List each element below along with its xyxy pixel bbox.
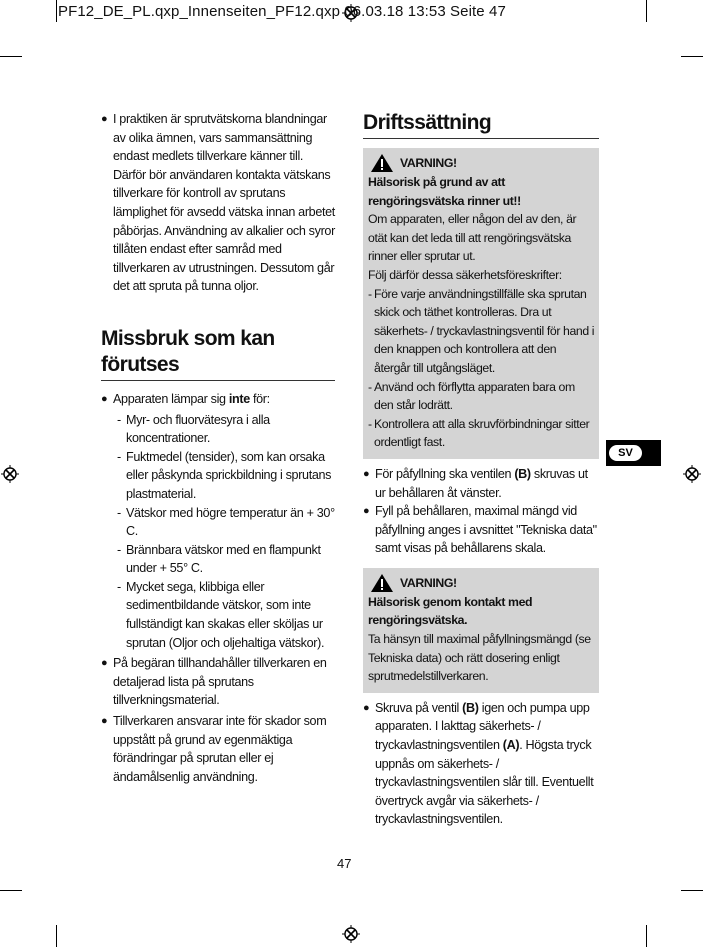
- intro-paragraph: ● I praktiken är sprutvätskorna blandningar av olika ämnen, vars sammansättning endast medlets tillverkare känner till. Därför bör användaren kontakta vätskans tillverkare för kontroll av sprutans lämplighet för avsedd vätska innan arbetet påbörjas. Användning av alkalier och syror tillåten endast efter samråd med tillverkaren av utrustningen. Dessutom går det att spruta på tunna oljor.: [101, 110, 335, 296]
- language-tab-label: SV: [609, 445, 642, 461]
- crop-mark: [681, 890, 703, 891]
- warning-label: VARNING!: [400, 575, 457, 590]
- material-list-bullet: ● På begäran tillhandahåller tillverkaren en detaljerad lista på sprutans tillverkningsmaterial.: [101, 654, 335, 710]
- fill-amount-bullet: ● Fyll på behållaren, maximal mängd vid påfyllning anges i avsnittet "Tekniska data" samt visas på behållarens skala.: [363, 502, 599, 558]
- registration-mark-icon: [683, 465, 701, 483]
- warning-list-item: - Före varje användningstillfälle ska sprutan skick och täthet kontrolleras. Dra ut säkerhets- / tryckavlastningsventil för hand i den knappen och kontrollera att den återgår till utgångsläget.: [368, 285, 595, 378]
- fill-valve-bullet: ● För påfyllning ska ventilen (B) skruvas ut ur behållaren åt vänster.: [363, 465, 599, 502]
- crop-mark: [56, 925, 57, 947]
- unsuitable-list: [117, 411, 335, 653]
- warning-title: Hälsorisk genom kontakt med rengöringsvätska.: [368, 594, 533, 628]
- list-item: - Mycket sega, klibbiga eller sedimentbildande vätskor, som inte fullständigt kan skakas eller sköljas ur sprutan (Oljor och oljehaltiga vätskor).: [117, 578, 335, 652]
- list-item: - Myr- och fluorvätesyra i alla koncentrationer.: [117, 411, 335, 448]
- crop-mark: [681, 56, 703, 57]
- warning-text: Om apparaten, eller någon del av den, är otät kan det leda till att rengöringsvätska rinner eller sprutar ut.: [368, 212, 577, 264]
- page-number: 47: [337, 856, 352, 871]
- suitable-bullet: ● Apparaten lämpar sig inte för:: [101, 390, 335, 409]
- crop-mark: [646, 925, 647, 947]
- pump-up-bullet: ● Skruva på ventil (B) igen och pumpa upp apparaten. I lakttag säkerhets- / tryckavlastningsventilen (A). Högsta tryck uppnås om säkerhets- / tryckavlastningsventilen slår till. Eventuellt övertryck avgår via säkerhets- / tryckavlastningsventilen.: [363, 699, 599, 829]
- warning-list-item: - Använd och förflytta apparaten bara om den står lodrätt.: [368, 378, 595, 415]
- crop-mark: [0, 890, 22, 891]
- warning-list-item: - Kontrollera att alla skruvförbindningar sitter ordentligt fast.: [368, 415, 595, 452]
- warning-text: Ta hänsyn till maximal påfyllningsmängd (se Tekniska data) och rätt dosering enligt sprutmedelstillverkaren.: [368, 632, 591, 684]
- warning-triangle-icon: [370, 153, 394, 173]
- right-column: [363, 110, 599, 829]
- warning-triangle-icon: [370, 573, 394, 593]
- list-item: - Vätskor med högre temperatur än + 30° C.: [117, 504, 335, 541]
- section-heading-misuse: Missbruk som kan förutses: [101, 326, 335, 381]
- warning-title: Hälsorisk på grund av att rengöringsvätska rinner ut!!: [368, 175, 521, 208]
- left-column: [101, 110, 335, 786]
- registration-mark-icon: [1, 465, 19, 483]
- warning-header: [368, 153, 595, 173]
- warning-box-leak: [363, 148, 599, 459]
- liability-bullet: ● Tillverkaren ansvarar inte för skador som uppstått på grund av egenmäktiga förändringar på sprutan eller ej ändamålsenlig användning.: [101, 712, 335, 786]
- crop-mark: [0, 56, 22, 57]
- warning-header: [368, 573, 595, 593]
- warning-label: VARNING!: [400, 155, 457, 170]
- print-slug: PF12_DE_PL.qxp_Innenseiten_PF12.qxp 06.03.18 13:53 Seite 47: [58, 3, 506, 20]
- warning-text: Följ därför dessa säkerhetsföreskrifter:: [368, 267, 562, 282]
- crop-mark: [56, 0, 57, 22]
- crop-mark: [646, 0, 647, 22]
- list-item: - Brännbara vätskor med en flampunkt under + 55° C.: [117, 541, 335, 578]
- registration-mark-icon: [342, 925, 360, 943]
- list-item: - Fuktmedel (tensider), som kan orsaka eller påskynda sprickbildning i sprutans plastmaterial.: [117, 448, 335, 504]
- section-heading-startup: Driftssättning: [363, 110, 599, 139]
- warning-box-contact: [363, 568, 599, 693]
